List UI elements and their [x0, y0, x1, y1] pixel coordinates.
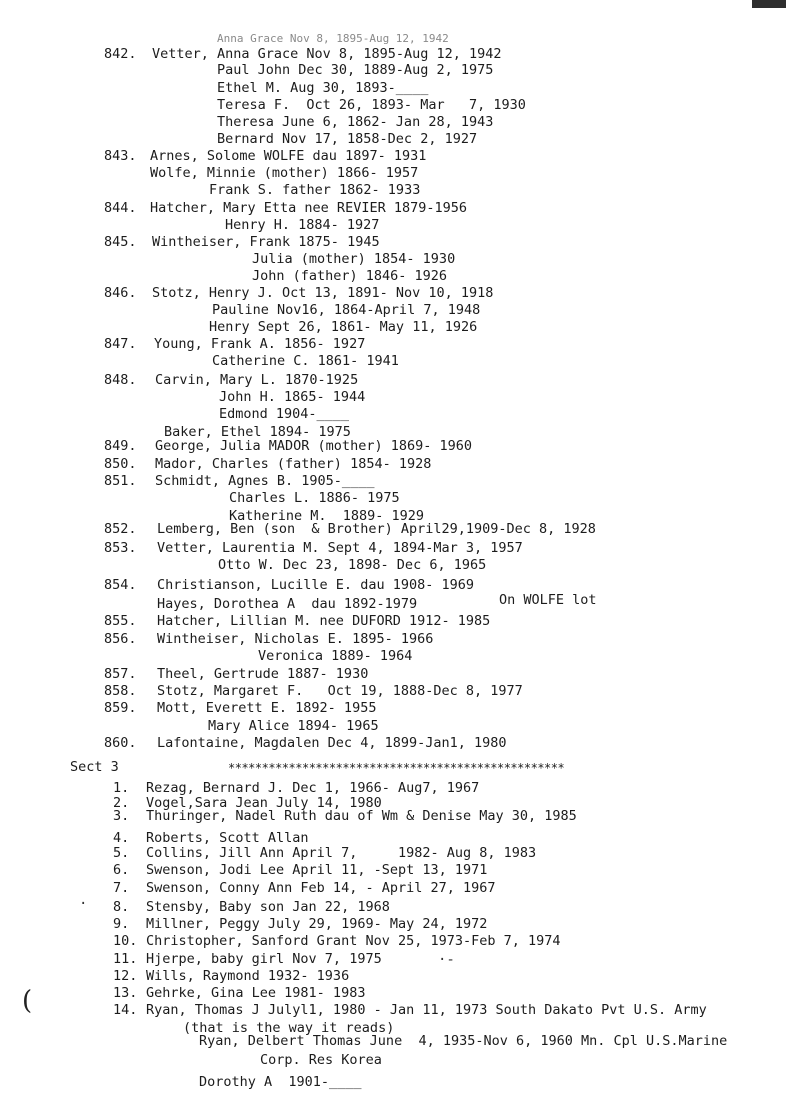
- entry-number: 860.: [104, 735, 137, 751]
- entry-text: Wintheiser, Frank 1875- 1945: [152, 234, 380, 250]
- entry-text: Carvin, Mary L. 1870-1925: [155, 372, 359, 388]
- entry-number: 845.: [104, 234, 137, 250]
- entry-number: 844.: [104, 200, 137, 216]
- entry-text: Arnes, Solome WOLFE dau 1897- 1931: [150, 148, 427, 164]
- entry-text: Mott, Everett E. 1892- 1955: [157, 700, 377, 716]
- entry-number: 4.: [113, 830, 130, 846]
- entry-text: Wills, Raymond 1932- 1936: [146, 968, 350, 984]
- entry-number: 851.: [104, 473, 137, 489]
- entry-text: Gehrke, Gina Lee 1981- 1983: [146, 985, 366, 1001]
- entry-text: Bernard Nov 17, 1858-Dec 2, 1927: [217, 131, 478, 147]
- entry-text: Stotz, Henry J. Oct 13, 1891- Nov 10, 1918: [152, 285, 494, 301]
- entry-number: 14.: [113, 1002, 138, 1018]
- entry-text: Thuringer, Nadel Ruth dau of Wm & Denise May 30, 1985: [146, 808, 577, 824]
- entry-text: Stotz, Margaret F. Oct 19, 1888-Dec 8, 1977: [157, 683, 523, 699]
- entry-text: John H. 1865- 1944: [219, 389, 366, 405]
- entry-number: 859.: [104, 700, 137, 716]
- entry-text: Stensby, Baby son Jan 22, 1968: [146, 899, 390, 915]
- entry-number: 855.: [104, 613, 137, 629]
- entry-number: 854.: [104, 577, 137, 593]
- entry-text: George, Julia MADOR (mother) 1869- 1960: [155, 438, 472, 454]
- entry-number: 1.: [113, 780, 130, 796]
- entry-text: Hayes, Dorothea A dau 1892-1979: [157, 596, 418, 612]
- entry-text: Theresa June 6, 1862- Jan 28, 1943: [217, 114, 494, 130]
- entry-text: Baker, Ethel 1894- 1975: [164, 424, 351, 440]
- entry-text: Julia (mother) 1854- 1930: [252, 251, 456, 267]
- entry-text: Henry H. 1884- 1927: [225, 217, 380, 233]
- stray-dots-mark: ·-: [438, 952, 455, 968]
- entry-text: Katherine M. 1889- 1929: [229, 508, 425, 524]
- entry-text: Hatcher, Lillian M. nee DUFORD 1912- 1985: [157, 613, 491, 629]
- entry-text: Collins, Jill Ann April 7, 1982- Aug 8, 1983: [146, 845, 537, 861]
- entry-text: Swenson, Conny Ann Feb 14, - April 27, 1967: [146, 880, 496, 896]
- entry-text: (that is the way it reads): [183, 1020, 395, 1036]
- entry-text: John (father) 1846- 1926: [252, 268, 448, 284]
- entry-text: Teresa F. Oct 26, 1893- Mar 7, 1930: [217, 97, 526, 113]
- entry-number: 11.: [113, 951, 138, 967]
- entry-number: 842.: [104, 46, 137, 62]
- entry-text: Wintheiser, Nicholas E. 1895- 1966: [157, 631, 434, 647]
- margin-tick-mark: ·: [79, 896, 88, 912]
- entry-number: 850.: [104, 456, 137, 472]
- entry-text: Ethel M. Aug 30, 1893-____: [217, 80, 429, 96]
- entry-text: Henry Sept 26, 1861- May 11, 1926: [209, 319, 478, 335]
- entry-text: Theel, Gertrude 1887- 1930: [157, 666, 369, 682]
- entry-number: 6.: [113, 862, 130, 878]
- entry-number: 12.: [113, 968, 138, 984]
- entry-text: Roberts, Scott Allan: [146, 830, 309, 846]
- entry-text: Christianson, Lucille E. dau 1908- 1969: [157, 577, 474, 593]
- entry-number: 10.: [113, 933, 138, 949]
- entry-text: Hatcher, Mary Etta nee REVIER 1879-1956: [150, 200, 467, 216]
- entry-text: Rezag, Bernard J. Dec 1, 1966- Aug7, 1967: [146, 780, 480, 796]
- entry-text: Ryan, Delbert Thomas June 4, 1935-Nov 6, 1960 Mn. Cpl U.S.Marine: [199, 1033, 728, 1049]
- entry-text: Otto W. Dec 23, 1898- Dec 6, 1965: [218, 557, 487, 573]
- entry-text: Hjerpe, baby girl Nov 7, 1975: [146, 951, 382, 967]
- entry-number: 9.: [113, 916, 130, 932]
- entry-text: Wolfe, Minnie (mother) 1866- 1957: [150, 165, 419, 181]
- entry-number: 857.: [104, 666, 137, 682]
- entry-text: Charles L. 1886- 1975: [229, 490, 400, 506]
- entry-text: Lemberg, Ben (son & Brother) April29,1909-Dec 8, 1928: [157, 521, 596, 537]
- entry-number: 13.: [113, 985, 138, 1001]
- entry-text: Mary Alice 1894- 1965: [208, 718, 379, 734]
- entry-number: 858.: [104, 683, 137, 699]
- entry-number: 2.: [113, 795, 130, 811]
- entry-text: Pauline Nov16, 1864-April 7, 1948: [212, 302, 481, 318]
- entry-number: 853.: [104, 540, 137, 556]
- entry-number: 843.: [104, 148, 137, 164]
- entry-text: Ryan, Thomas J Julyl1, 1980 - Jan 11, 1973 South Dakato Pvt U.S. Army: [146, 1002, 707, 1018]
- entry-number: 3.: [113, 808, 130, 824]
- entry-text: Catherine C. 1861- 1941: [212, 353, 399, 369]
- entry-text: Corp. Res Korea: [260, 1052, 382, 1068]
- entry-number: 849.: [104, 438, 137, 454]
- entry-text: Millner, Peggy July 29, 1969- May 24, 1972: [146, 916, 488, 932]
- entry-text: Mador, Charles (father) 1854- 1928: [155, 456, 432, 472]
- entry-text: Vetter, Anna Grace Nov 8, 1895-Aug 12, 1942: [152, 46, 502, 62]
- entry-text: Schmidt, Agnes B. 1905-____: [155, 473, 375, 489]
- entry-text: Young, Frank A. 1856- 1927: [154, 336, 366, 352]
- corner-mark: [752, 0, 786, 8]
- entry-text: Vetter, Laurentia M. Sept 4, 1894-Mar 3, 1957: [157, 540, 523, 556]
- entry-number: 847.: [104, 336, 137, 352]
- entry-number: 846.: [104, 285, 137, 301]
- entry-text: Anna Grace Nov 8, 1895-Aug 12, 1942: [217, 32, 449, 45]
- entry-text: Lafontaine, Magdalen Dec 4, 1899-Jan1, 1980: [157, 735, 507, 751]
- entry-number: 5.: [113, 845, 130, 861]
- entry-number: 856.: [104, 631, 137, 647]
- entry-number: 852.: [104, 521, 137, 537]
- section-heading: Sect 3: [70, 759, 119, 775]
- margin-bracket-mark: (: [22, 986, 33, 1016]
- entry-number: 8.: [113, 899, 130, 915]
- entry-text: Swenson, Jodi Lee April 11, -Sept 13, 1971: [146, 862, 488, 878]
- entry-note: On WOLFE lot: [499, 592, 597, 608]
- entry-text: Christopher, Sanford Grant Nov 25, 1973-Feb 7, 1974: [146, 933, 561, 949]
- entry-text: Dorothy A 1901-____: [199, 1074, 362, 1090]
- entry-text: Veronica 1889- 1964: [258, 648, 413, 664]
- entry-text: Frank S. father 1862- 1933: [209, 182, 421, 198]
- entry-number: 7.: [113, 880, 130, 896]
- entry-text: Edmond 1904-____: [219, 406, 350, 422]
- entry-number: 848.: [104, 372, 137, 388]
- entry-text: Vogel,Sara Jean July 14, 1980: [146, 795, 382, 811]
- section-divider: **************************************************: [228, 761, 565, 775]
- entry-text: Paul John Dec 30, 1889-Aug 2, 1975: [217, 62, 494, 78]
